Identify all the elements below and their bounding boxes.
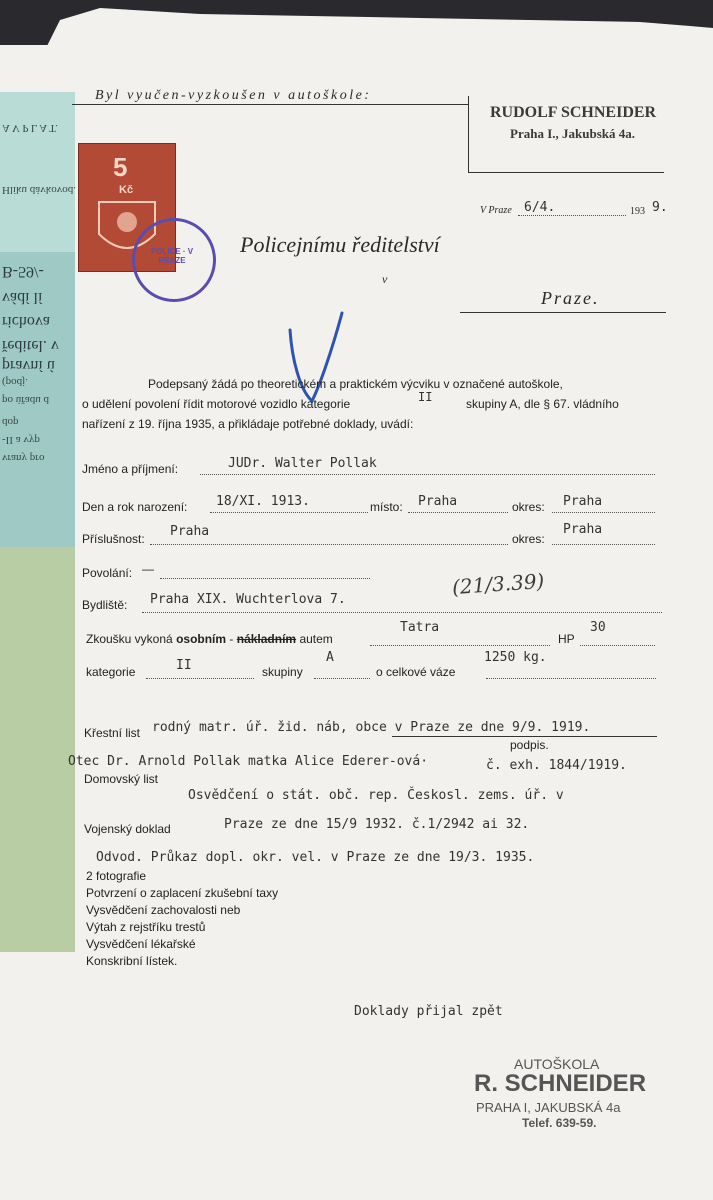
district2-value: Praha — [563, 522, 603, 537]
underlying-text: B-59/- — [2, 263, 44, 280]
residence-dots — [142, 612, 662, 613]
documents-returned: Doklady přijal zpět — [354, 1004, 503, 1019]
header-box-bottom — [468, 172, 664, 173]
underlying-text: dop — [2, 416, 19, 428]
date-prefix: V Praze — [480, 205, 512, 216]
underlying-text: A V P L A T. — [2, 122, 58, 134]
underlying-text: Hlíku dávkovod. — [2, 184, 76, 196]
exh-value: č. exh. 1844/1919. — [486, 758, 627, 773]
birth-label: Den a rok narození: — [82, 500, 188, 514]
addressee-rule — [460, 312, 666, 313]
exam-label-d: nákladním — [236, 632, 297, 646]
draft-value: Odvod. Průkaz dopl. okr. vel. v Praze ze dne 19/3. 1935. — [96, 850, 535, 865]
intro-line-2b: skupiny A, dle § 67. vládního — [466, 397, 619, 411]
district-label: okres: — [512, 500, 545, 514]
underlying-text: (podj. — [2, 376, 28, 388]
car-value: Tatra — [400, 620, 440, 635]
autoskola-stamp-address: PRAHA I, JAKUBSKÁ 4a — [476, 1100, 621, 1115]
underlying-text: richova — [2, 313, 50, 330]
underlying-sheet — [0, 92, 75, 952]
occupation-label: Povolání: — [82, 566, 133, 580]
year-digit: 9. — [652, 200, 668, 215]
police-seal — [132, 218, 216, 302]
underlying-text: vádí lí — [2, 289, 43, 306]
citizenship-value: Praha — [170, 524, 210, 539]
date-value: 6/4. — [524, 200, 556, 215]
group-value: A — [326, 650, 334, 665]
group-label: skupiny — [262, 665, 303, 679]
district2-label: okres: — [512, 532, 545, 546]
date-dots — [518, 215, 626, 216]
header-rule — [72, 104, 468, 105]
category-value: II — [176, 658, 192, 673]
weight-value: 1250 kg. — [484, 650, 547, 665]
trained-at-heading: Byl vyučen-vyzkoušen v autoškole: — [95, 88, 372, 103]
school-stamp-address: Praha I., Jakubská 4a. — [510, 126, 635, 141]
stamp-currency: Kč — [119, 184, 134, 196]
torn-top-edge — [0, 0, 713, 45]
name-value: JUDr. Walter Pollak — [228, 456, 377, 471]
residence-value: Praha XIX. Wuchterlova 7. — [150, 592, 346, 607]
autoskola-stamp-phone: Telef. 639-59. — [522, 1116, 597, 1130]
domicile-label: Domovský list — [84, 772, 159, 786]
weight-label: o celkové váze — [376, 665, 456, 679]
district-dots — [552, 512, 655, 513]
father-line: Otec Dr. Arnold Pollak matka Alice Ederer-ová· — [68, 754, 429, 769]
occupation-value: — — [142, 562, 154, 576]
header-box-divider — [468, 96, 469, 172]
place-value: Praha — [418, 494, 458, 509]
district2-dots — [552, 544, 655, 545]
baptism-label: Křestní list — [84, 726, 141, 740]
name-dots — [200, 474, 655, 475]
attachment-item: Vysvědčení zachovalosti neb — [86, 903, 241, 917]
stamp-value: 5 — [113, 152, 128, 182]
underlying-sheet-lower — [0, 547, 75, 952]
exam-label-a: Zkoušku vykoná — [86, 632, 173, 646]
autoskola-stamp-title: AUTOŠKOLA — [514, 1056, 600, 1072]
attachment-item: Výtah z rejstříku trestů — [86, 920, 206, 934]
hp-value: 30 — [590, 620, 606, 635]
military-value: Praze ze dne 15/9 1932. č.1/2942 ai 32. — [224, 817, 530, 832]
cert-value: Osvědčení o stát. obč. rep. Českosl. zems. úř. v — [188, 788, 564, 803]
addressee-city: Praze. — [541, 288, 600, 308]
weight-dots — [486, 678, 656, 679]
intro-line-1: Podepsaný žádá po theoretickém a praktickém výcviku v označené autoškole, — [148, 377, 563, 391]
attachment-item: Konskribní lístek. — [86, 954, 178, 968]
citizenship-dots — [150, 544, 508, 545]
intro-line-2a: o udělení povolení řídit motorové vozidlo kategorie — [82, 397, 351, 411]
attachments-list — [86, 868, 278, 970]
underlying-text: po úřadu d — [2, 394, 50, 406]
district-value: Praha — [563, 494, 603, 509]
exam-label — [86, 632, 333, 646]
intro-line-3: nařízení z 19. října 1935, a přikládaje potřebné doklady, uvádí: — [82, 417, 414, 431]
intro-category: II — [418, 390, 433, 404]
birth-value: 18/XI. 1913. — [216, 494, 310, 509]
exam-label-e: autem — [299, 632, 333, 646]
attachment-item: Potvrzení o zaplacení zkušební taxy — [86, 886, 279, 900]
underlying-sheet-top — [0, 92, 75, 252]
place-dots — [408, 512, 508, 513]
addressee-title: Policejnímu ředitelství — [240, 232, 440, 257]
baptism-underline — [392, 736, 657, 737]
baptism-value: rodný matr. úř. žid. náb, obce v Praze ze dne 9/9. 1919. — [152, 720, 591, 735]
attachment-item: Vysvědčení lékařské — [86, 937, 196, 951]
hp-label: HP — [558, 632, 575, 646]
underlying-text: pravní ú — [2, 357, 55, 374]
car-dots — [370, 645, 550, 646]
underlying-text: vrany pro — [2, 452, 45, 464]
signature-note: podpis. — [510, 738, 549, 752]
citizenship-label: Příslušnost: — [82, 532, 145, 546]
attachment-item: 2 fotografie — [86, 869, 147, 883]
name-label: Jméno a příjmení: — [82, 462, 179, 476]
exam-label-b: osobním — [176, 632, 227, 646]
category-label: kategorie — [86, 665, 136, 679]
exam-label-c: - — [229, 632, 234, 646]
school-stamp-name: RUDOLF SCHNEIDER — [490, 104, 657, 121]
underlying-text: ředitel. v — [2, 337, 59, 354]
handwritten-date: (21/3.39) — [451, 568, 546, 600]
birth-dots — [210, 512, 368, 513]
addressee-in: v — [382, 272, 388, 286]
occupation-dots — [160, 578, 370, 579]
seal-text: POLICE · V PRAZE — [150, 247, 194, 265]
underlying-text: -II a vyp — [2, 434, 40, 446]
military-label: Vojenský doklad — [84, 822, 171, 836]
group-dots — [314, 678, 370, 679]
year-prefix: 193 — [630, 206, 645, 217]
place-label: místo: — [370, 500, 403, 514]
hp-dots — [580, 645, 655, 646]
autoskola-stamp-name: R. SCHNEIDER — [474, 1070, 647, 1097]
category-dots — [146, 678, 254, 679]
residence-label: Bydliště: — [82, 598, 128, 612]
